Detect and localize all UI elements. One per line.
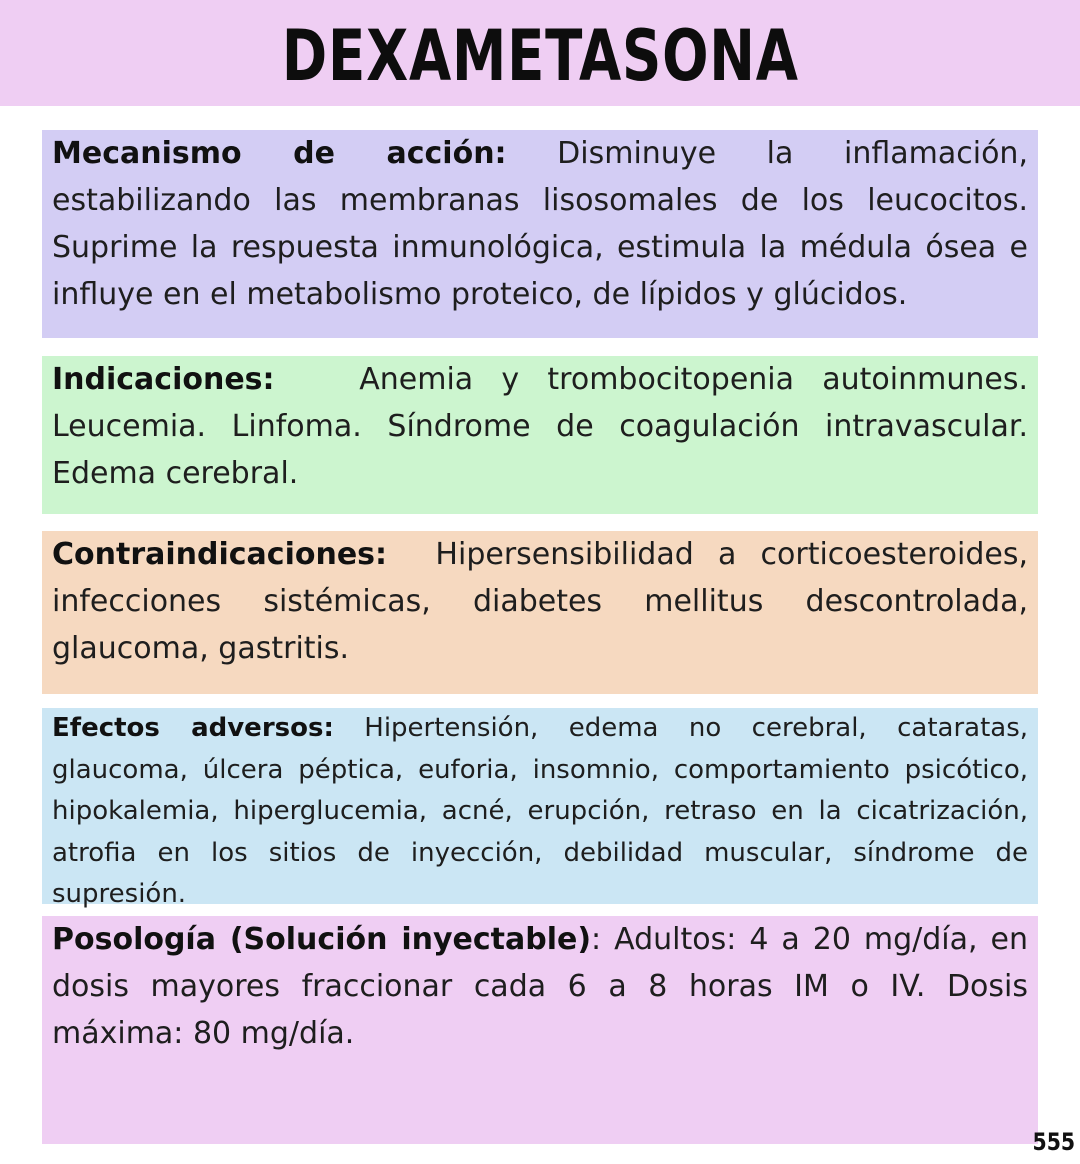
section-mecanismo-de-accion (42, 130, 1038, 338)
efectos-paragraph (52, 708, 1028, 916)
mecanismo-paragraph (52, 130, 1028, 318)
contraindicaciones-paragraph (52, 531, 1038, 672)
section-indicaciones (42, 356, 1038, 514)
section-efectos-adversos (42, 708, 1038, 909)
indicaciones-heading: Indicaciones: (52, 362, 275, 397)
page-title: DEXAMETASONA (281, 15, 799, 97)
page-number: 555 (1032, 1128, 1075, 1156)
contraindicaciones-body: Hipersensibilidad a corticoesteroides, infecciones sistémicas, diabetes mellitus descontrolada, glaucoma, gastritis. (52, 537, 1038, 666)
title-banner (0, 0, 1080, 106)
contraindicaciones-heading: Contraindicaciones: (52, 537, 388, 572)
section-posologia (42, 916, 1038, 1144)
mecanismo-heading: Mecanismo de acción: (52, 136, 507, 171)
indicaciones-paragraph (52, 356, 1038, 497)
posologia-body: : Adultos: 4 a 20 mg/día, en dosis mayores fraccionar cada 6 a 8 horas IM o IV. Dosis máxima: 80 mg/día. (52, 922, 1028, 1051)
posologia-heading: Posología (Solución inyectable) (52, 922, 592, 957)
efectos-heading: Efectos adversos: (52, 713, 334, 743)
indicaciones-body: Anemia y trombocitopenia autoinmunes. Leucemia. Linfoma. Síndrome de coagulación intravascular. Edema cerebral. (52, 362, 1038, 491)
section-contraindicaciones (42, 531, 1038, 694)
efectos-body: Hipertensión, edema no cerebral, cataratas, glaucoma, úlcera péptica, euforia, insomnio, comportamiento psicótico, hipokalemia, hiperglucemia, acné, erupción, retraso en la cicatrización, atrofia en los sitios de inyección, debilidad muscular, síndrome de supresión. (52, 713, 1029, 909)
posologia-paragraph (52, 916, 1028, 1057)
mecanismo-body: Disminuye la inflamación, estabilizando las membranas lisosomales de los leucocitos. Suprime la respuesta inmunológica, estimula la médula ósea e influye en el metabolismo proteico, de lípidos y glúcidos. (52, 136, 1028, 312)
